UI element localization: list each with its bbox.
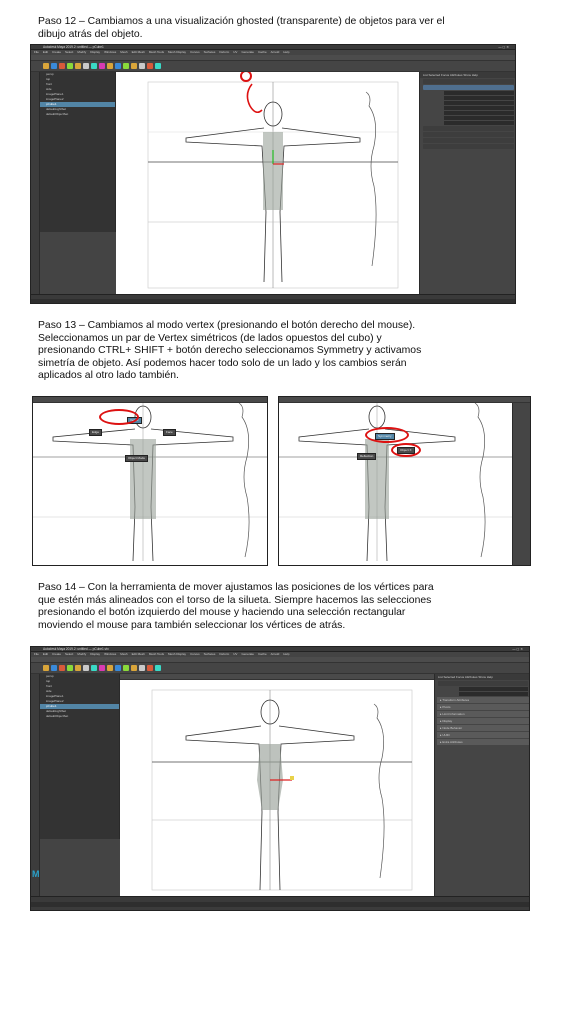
attribute-editor[interactable] bbox=[419, 72, 516, 294]
screenshot-step-14 bbox=[30, 646, 530, 911]
menu-item[interactable]: Create bbox=[52, 652, 62, 656]
marking-menu-face[interactable]: Face bbox=[163, 429, 176, 436]
tool-box[interactable] bbox=[31, 72, 40, 294]
outliner-item[interactable]: imagePlane2 bbox=[46, 97, 64, 101]
attribute-section[interactable]: ▸ Extra Attributes bbox=[437, 739, 529, 745]
cube-mesh bbox=[365, 439, 389, 519]
ghosted-cube bbox=[263, 132, 283, 210]
window-title: Autodesk Maya 2019.2: untitled — pCube1.vtx bbox=[43, 647, 109, 651]
outliner-item[interactable]: front bbox=[46, 82, 53, 86]
menu-item[interactable]: Mesh Display bbox=[168, 50, 187, 54]
menu-item[interactable]: Deform bbox=[219, 50, 230, 54]
outliner-item[interactable]: defaultObjectSet bbox=[46, 112, 69, 116]
menu-item[interactable]: Surfaces bbox=[203, 50, 216, 54]
attribute-section[interactable]: ▸ Pivots bbox=[437, 704, 529, 710]
outliner-item[interactable]: imagePlane1 bbox=[46, 694, 64, 698]
menu-item[interactable]: Modify bbox=[77, 50, 87, 54]
attribute-section[interactable]: ▸ Limit Information bbox=[437, 711, 529, 717]
vertex-highlight bbox=[99, 409, 139, 425]
outliner-item[interactable]: side bbox=[46, 87, 52, 91]
menu-item[interactable]: Curves bbox=[190, 50, 200, 54]
attribute-section[interactable]: ▸ Node Behavior bbox=[437, 725, 529, 731]
menu-item[interactable]: Generate bbox=[241, 50, 254, 54]
menu-item[interactable]: Select bbox=[65, 50, 74, 54]
viewport-toolbar[interactable] bbox=[279, 397, 530, 403]
marking-menu-reflection[interactable]: Reflection bbox=[357, 453, 376, 460]
outliner-item[interactable]: pCube1 bbox=[40, 102, 115, 107]
menu-item[interactable]: Create bbox=[52, 50, 62, 54]
outliner-item[interactable]: top bbox=[46, 679, 51, 683]
menu-item[interactable]: Edit bbox=[42, 652, 49, 656]
marking-menu-vertex[interactable]: Vertex bbox=[127, 417, 142, 424]
outliner-item[interactable]: defaultLightSet bbox=[46, 709, 67, 713]
menu-item[interactable]: Help bbox=[283, 652, 290, 656]
menu-item[interactable]: File bbox=[34, 652, 39, 656]
menu-item[interactable]: Mesh bbox=[120, 50, 128, 54]
menu-item[interactable]: Generate bbox=[241, 652, 254, 656]
outliner-panel[interactable] bbox=[40, 674, 120, 839]
outliner-item[interactable]: defaultLightSet bbox=[46, 107, 67, 111]
menu-item[interactable]: Mesh bbox=[120, 652, 128, 656]
command-line[interactable] bbox=[31, 299, 515, 304]
attribute-editor[interactable] bbox=[512, 403, 531, 566]
help-line bbox=[31, 907, 529, 911]
menu-item[interactable]: Modify bbox=[77, 652, 87, 656]
menu-item[interactable]: Cache bbox=[257, 652, 267, 656]
screenshot-step-13-right bbox=[278, 396, 531, 566]
menu-item[interactable]: UV bbox=[233, 652, 238, 656]
menu-item[interactable]: Surfaces bbox=[203, 652, 216, 656]
step-14-text: Paso 14 – Con la herramienta de mover ajustamos las posiciones de los vértices para que estén más alineados con el torso de la silueta. Siempre hacemos las selecciones presionando el botón izquierdo del mouse y haciendo una selección rectangular moviendo el mouse para también seleccionar los vértices de atrás. bbox=[38, 582, 434, 631]
cube-mesh bbox=[130, 439, 156, 519]
outliner-item[interactable]: persp bbox=[46, 72, 54, 76]
tool-box[interactable] bbox=[31, 674, 40, 896]
outliner-panel[interactable] bbox=[40, 72, 116, 232]
menu-item[interactable]: Curves bbox=[190, 652, 200, 656]
attribute-editor-tabs[interactable]: List Selected Focus Attributes Show Help bbox=[420, 72, 516, 78]
shelf-icons[interactable] bbox=[43, 63, 161, 70]
shelf-icons[interactable] bbox=[43, 665, 161, 672]
outliner-item[interactable]: front bbox=[46, 684, 53, 688]
menu-item[interactable]: File bbox=[34, 50, 39, 54]
window-controls[interactable]: — ▢ ✕ bbox=[498, 45, 509, 49]
menu-item[interactable]: Windows bbox=[104, 50, 117, 54]
menu-item[interactable]: Mesh Tools bbox=[148, 50, 165, 54]
menu-item[interactable]: Display bbox=[90, 50, 101, 54]
screenshot-step-12 bbox=[30, 44, 516, 304]
marking-menu-object-mode[interactable]: Object Mode bbox=[125, 455, 148, 462]
marking-menu-object-x[interactable]: Object X bbox=[397, 447, 415, 454]
outliner-item[interactable]: top bbox=[46, 77, 51, 81]
attribute-section[interactable]: ▸ Transform Attributes bbox=[437, 697, 529, 703]
screenshot-step-13-left bbox=[32, 396, 268, 566]
viewport-drawing bbox=[33, 397, 268, 566]
symmetry-highlight bbox=[365, 427, 409, 443]
viewport[interactable] bbox=[116, 72, 419, 294]
outliner-item[interactable]: side bbox=[46, 689, 52, 693]
menu-item[interactable]: Edit bbox=[42, 50, 49, 54]
viewport-drawing bbox=[116, 72, 419, 294]
outliner-item[interactable]: imagePlane2 bbox=[46, 699, 64, 703]
menu-item[interactable]: Cache bbox=[257, 50, 267, 54]
shaped-torso-mesh bbox=[257, 744, 283, 810]
outliner-item[interactable]: pCube1 bbox=[40, 704, 119, 709]
viewport-toolbar[interactable] bbox=[33, 397, 267, 403]
viewport[interactable] bbox=[120, 674, 434, 896]
menu-item[interactable]: UV bbox=[233, 50, 238, 54]
menu-item[interactable]: Arnold bbox=[270, 652, 280, 656]
window-controls[interactable]: — ▢ ✕ bbox=[512, 647, 523, 651]
marking-menu-edge[interactable]: Edge bbox=[89, 429, 102, 436]
step-13-text: Paso 13 – Cambiamos al modo vertex (presionando el botón derecho del mouse). Seleccionamos un par de Vertex simétricos (de lados opuestos del cubo) y presionando CTRL+ SHIFT + botón derecho seleccionamos Symmetry y activamos simetría de objeto. Así podemos hacer todo solo de un lado y los cambios serán aplicados al otro lado también. bbox=[38, 320, 422, 382]
object-x-highlight bbox=[391, 443, 421, 457]
menu-item[interactable]: Edit Mesh bbox=[131, 652, 145, 656]
shelf[interactable] bbox=[31, 663, 529, 674]
menu-item[interactable]: Edit Mesh bbox=[131, 50, 145, 54]
menu-item[interactable]: Deform bbox=[219, 652, 230, 656]
menu-item[interactable]: Mesh Tools bbox=[148, 652, 165, 656]
shelf[interactable] bbox=[31, 61, 515, 72]
window-title: Autodesk Maya 2019.2: untitled — pCube1 bbox=[43, 45, 104, 49]
menu-item[interactable]: Windows bbox=[104, 652, 117, 656]
menu-item[interactable]: Select bbox=[65, 652, 74, 656]
outliner-item[interactable]: imagePlane1 bbox=[46, 92, 64, 96]
attribute-editor[interactable] bbox=[434, 674, 530, 896]
menu-item[interactable]: Display bbox=[90, 652, 101, 656]
menu-item[interactable]: Mesh Display bbox=[168, 652, 187, 656]
step-12-text: Paso 12 – Cambiamos a una visualización ghosted (transparente) de objetos para ver el dibujo atrás del objeto. bbox=[38, 16, 445, 40]
attribute-editor-tabs[interactable]: List Selected Focus Attributes Show Help bbox=[435, 674, 530, 680]
outliner-item[interactable]: defaultObjectSet bbox=[46, 714, 69, 718]
menu-item[interactable]: Help bbox=[283, 50, 290, 54]
attribute-section[interactable]: ▸ UUID bbox=[437, 732, 529, 738]
maya-logo: M bbox=[32, 869, 40, 879]
marking-menu-symmetry[interactable]: Symmetry bbox=[375, 433, 395, 440]
outliner-item[interactable]: persp bbox=[46, 674, 54, 678]
menu-item[interactable]: Arnold bbox=[270, 50, 280, 54]
viewport-drawing bbox=[279, 397, 512, 566]
viewport-drawing bbox=[120, 680, 434, 896]
attribute-section[interactable]: ▸ Display bbox=[437, 718, 529, 724]
